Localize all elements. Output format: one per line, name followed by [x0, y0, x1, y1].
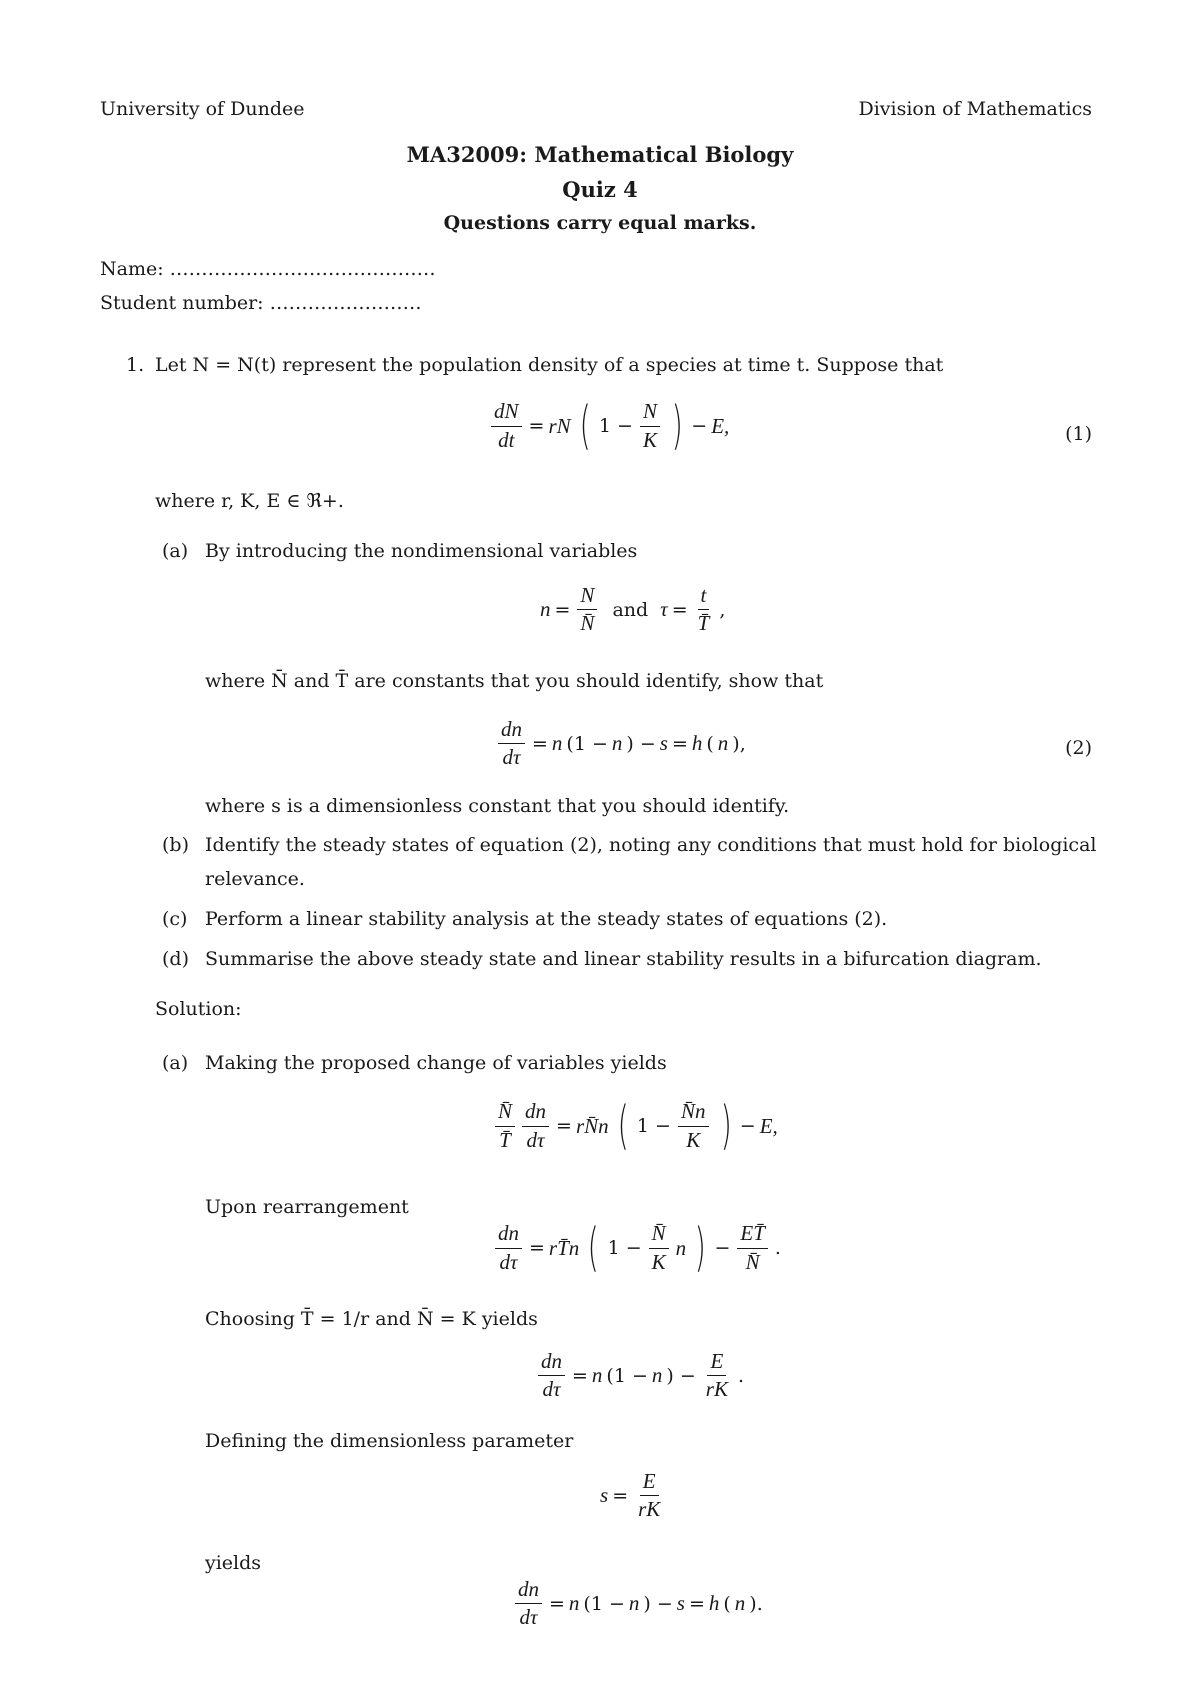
- solution-equation-2: $\frac{dn}{d\tau}$ = rT̄n ( 1 − $\frac{N̄}{K}$ n ) − $\frac{ET̄}{N̄}$ .: [492, 1222, 781, 1274]
- part-a-text: By introducing the nondimensional variables: [205, 540, 638, 562]
- solution-equation-3: $\frac{dn}{d\tau}$ = n (1 − n ) − $\frac{E}{rK}$ .: [535, 1350, 744, 1401]
- part-a-where-s: where s is a dimensionless constant that you should identify.: [205, 795, 790, 817]
- and-word: and: [612, 598, 649, 621]
- header-left: University of Dundee: [100, 98, 305, 120]
- quiz-title: Quiz 4: [562, 177, 638, 202]
- defining-text: Defining the dimensionless parameter: [205, 1430, 574, 1452]
- equation-2-tag: (2): [1065, 737, 1092, 759]
- part-c-label: (c): [162, 908, 188, 930]
- solution-a-text: Making the proposed change of variables yields: [205, 1052, 667, 1074]
- question-intro: Let N = N(t) represent the population density of a species at time t. Suppose that: [155, 354, 944, 376]
- marks-note: Questions carry equal marks.: [443, 212, 757, 234]
- where-constants: where r, K, E ∈ ℜ+.: [155, 490, 344, 512]
- s-definition: s = $\frac{E}{rK}$: [600, 1469, 661, 1522]
- part-d-label: (d): [162, 948, 189, 970]
- student-number-field: Student number: ……………………: [100, 292, 422, 314]
- part-b-label: (b): [162, 834, 189, 856]
- nondimensional-variables: n = $\frac{N}{N̄}$ and τ = $\frac{t}{T̄}$ ,: [540, 583, 726, 636]
- question-number: 1.: [126, 354, 145, 376]
- solution-heading: Solution:: [155, 998, 242, 1020]
- yields-text: yields: [205, 1552, 262, 1574]
- part-c-text: Perform a linear stability analysis at the steady states of equations (2).: [205, 908, 888, 930]
- header-right: Division of Mathematics: [858, 98, 1092, 120]
- solution-a-label: (a): [162, 1052, 189, 1074]
- part-d-text: Summarise the above steady state and linear stability results in a bifurcation diagram.: [205, 948, 1042, 970]
- part-b-text-2: relevance.: [205, 868, 305, 890]
- equation-2: $\frac{dn}{d\tau}$ = n (1 − n ) − s = h ( n ),: [495, 718, 746, 769]
- solution-equation-final: $\frac{dn}{d\tau}$ = n (1 − n ) − s = h ( n ).: [512, 1578, 763, 1629]
- part-b-text-1: Identify the steady states of equation (2), noting any conditions that must hold for biological: [205, 834, 1097, 856]
- name-field: Name: ……………………………………: [100, 258, 436, 280]
- equation-1: $\frac{dN}{dt}$ = rN ( 1 − $\frac{N}{K}$ ) − E,: [488, 400, 729, 452]
- course-title: MA32009: Mathematical Biology: [406, 142, 794, 167]
- equation-1-tag: (1): [1065, 423, 1092, 445]
- part-a-where: where N̄ and T̄ are constants that you should identify, show that: [205, 670, 824, 692]
- solution-equation-1: $\frac{N̄}{T̄}$ $\frac{dn}{d\tau}$ = rN̄n ( 1 − $\frac{N̄n}{K}$ ) − E,: [492, 1100, 778, 1152]
- part-a-label: (a): [162, 540, 189, 562]
- upon-rearrangement: Upon rearrangement: [205, 1196, 409, 1218]
- choosing-text: Choosing T̄ = 1/r and N̄ = K yields: [205, 1308, 538, 1330]
